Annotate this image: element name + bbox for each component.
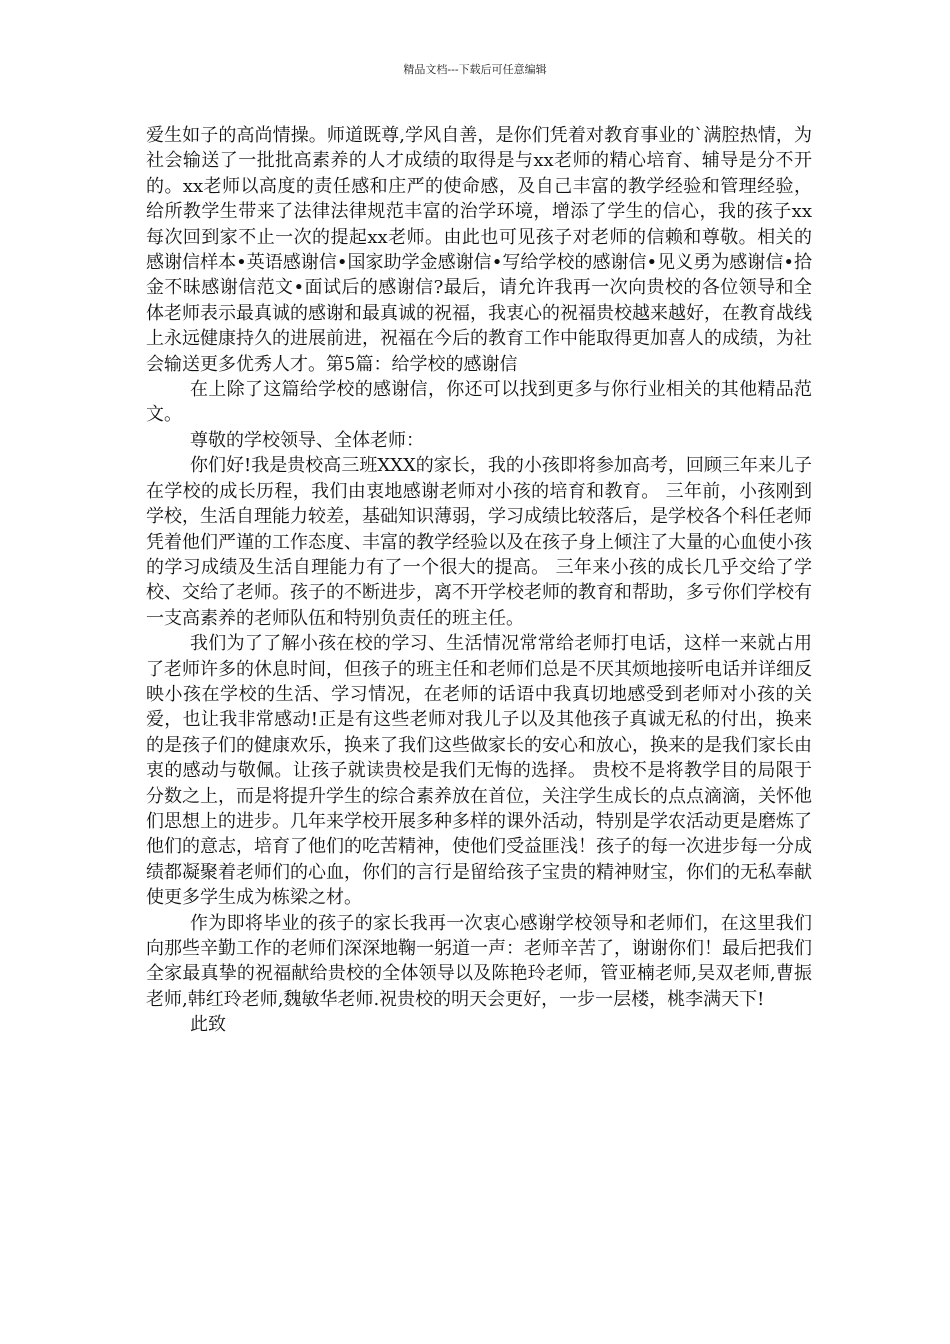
paragraph: 你们好!我是贵校高三班XXX的家长，我的小孩即将参加高考，回顾三年来儿子在学校的成长历程，我们由衷地感谢老师对小孩的培育和教育。 三年前，小孩刚到学校，生活自理能力较差，基础知识薄弱，学习成绩比较落后，是学校各个科任老师凭着他们严谨的工作态度、丰富的教学经验以及在孩子身上倾注了大量的心血使小孩的学习成绩及生活自理能力有了一个很大的提高。 三年来小孩的成长几乎交给了学校、交给了老师。孩子的不断进步，离不开学校老师的教育和帮助，多亏你们学校有一支高素养的老师队伍和特别负责任的班主任。 bbox=[146, 455, 812, 629]
paragraph: 作为即将毕业的孩子的家长我再一次衷心感谢学校领导和老师们，在这里我们向那些辛勤工作的老师们深深地鞠一躬道一声：老师辛苦了，谢谢你们！最后把我们全家最真挚的祝福献给贵校的全体领导以及陈艳玲老师，管亚楠老师,吴双老师,曹振老师,韩红玲老师,魏敏华老师.祝贵校的明天会更好，一步一层楼，桃李满天下! bbox=[146, 912, 812, 1010]
closing: 此致 bbox=[190, 1014, 226, 1036]
paragraph: 爱生如子的高尚情操。师道既尊,学风自善，是你们凭着对教育事业的`满腔热情，为社会输送了一批批高素养的人才成绩的取得是与xx老师的精心培育、辅导是分不开的。xx老师以高度的责任感和庄严的使命感，及自己丰富的教学经验和管理经验，给所教学生带来了法律法律规范丰富的治学环境，增添了学生的信心，我的孩子xx每次回到家不止一次的提起xx老师。由此也可见孩子对老师的信赖和尊敬。相关的感谢信样本•英语感谢信•国家助学金感谢信•写给学校的感谢信•见义勇为感谢信•拾金不昧感谢信范文•面试后的感谢信?最后，请允许我再一次向贵校的各位领导和全体老师表示最真诚的感谢和最真诚的祝福，我衷心的祝福贵校越来越好，在教育战线上永远健康持久的进展前进，祝福在今后的教育工作中能取得更加喜人的成绩，为社会输送更多优秀人才。第5篇：给学校的感谢信 bbox=[146, 125, 812, 375]
page-header: 精品文档---下载后可任意编辑 bbox=[403, 63, 547, 76]
paragraph: 在上除了这篇给学校的感谢信，你还可以找到更多与你行业相关的其他精品范文。 bbox=[146, 379, 812, 426]
document-body bbox=[146, 123, 812, 1038]
salutation: 尊敬的学校领导、全体老师： bbox=[190, 429, 424, 451]
paragraph: 我们为了了解小孩在校的学习、生活情况常常给老师打电话，这样一来就占用了老师许多的休息时间，但孩子的班主任和老师们总是不厌其烦地接听电话并详细反映小孩在学校的生活、学习情况，在老师的话语中我真切地感受到老师对小孩的关爱，也让我非常感动!正是有这些老师对我儿子以及其他孩子真诚无私的付出，换来的是孩子们的健康欢乐，换来了我们这些做家长的安心和放心，换来的是我们家长由衷的感动与敬佩。让孩子就读贵校是我们无悔的选择。 贵校不是将教学目的局限于分数之上，而是将提升学生的综合素养放在首位，关注学生成长的点点滴滴，关怀他们思想上的进步。几年来学校开展多种多样的课外活动，特别是学农活动更是磨炼了他们的意志，培育了他们的吃苦精神，使他们受益匪浅！孩子的每一次进步每一分成绩都凝聚着老师们的心血，你们的言行是留给孩子宝贵的精神财宝，你们的无私奉献使更多学生成为栋梁之材。 bbox=[146, 633, 812, 909]
